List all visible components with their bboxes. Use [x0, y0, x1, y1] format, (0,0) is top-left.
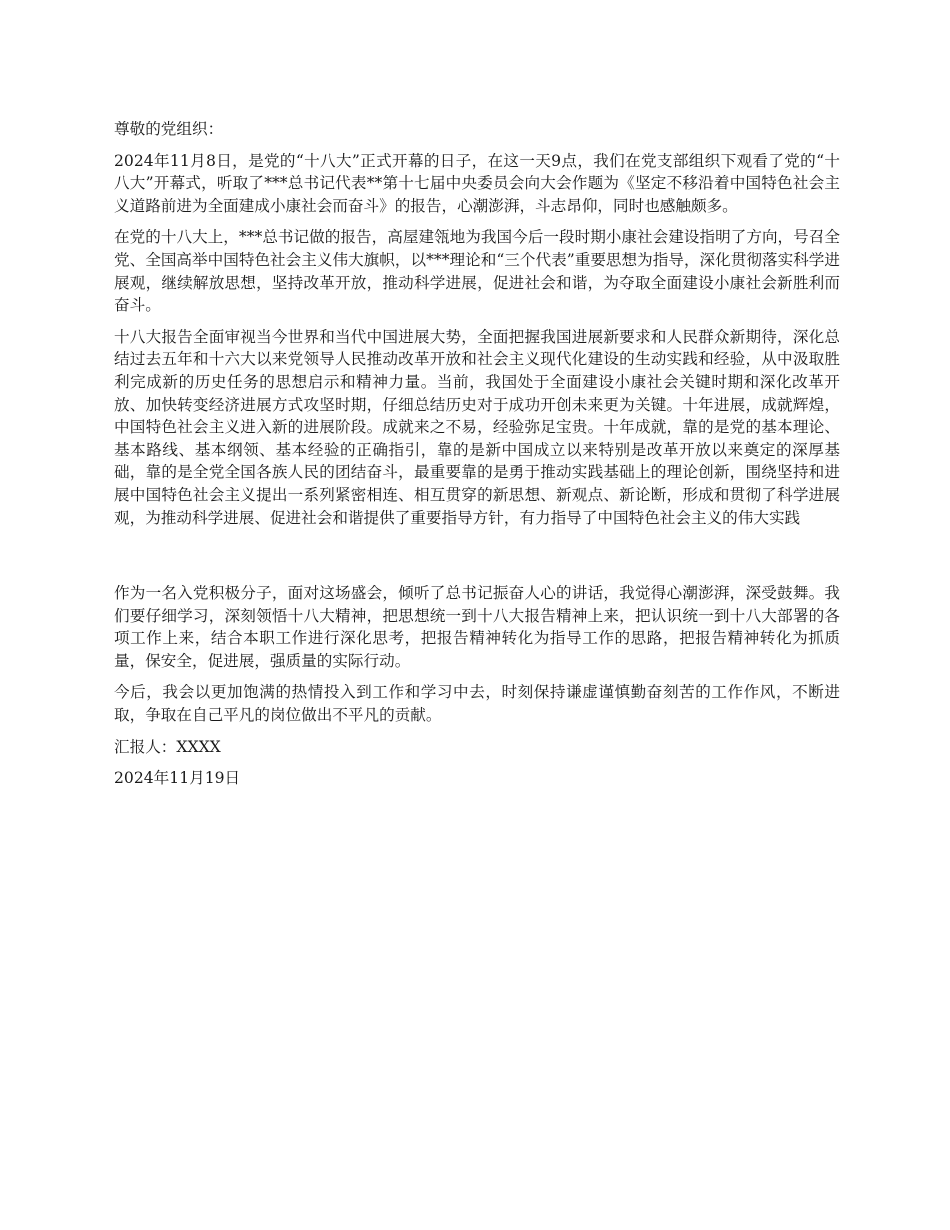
- paragraph-4: 作为一名入党积极分子，面对这场盛会，倾听了总书记振奋人心的讲话，我觉得心潮澎湃，深受鼓舞。我们要仔细学习，深刻领悟十八大精神，把思想统一到十八大报告精神上来，把认识统一到十八大部署的各项工作上来，结合本职工作进行深化思考，把报告精神转化为指导工作的思路，把报告精神转化为抓质量，保安全，促进展，强质量的实际行动。: [114, 584, 840, 670]
- date: 2024年11月19日: [114, 769, 241, 788]
- paragraph-3: 十八大报告全面审视当今世界和当代中国进展大势，全面把握我国进展新要求和人民群众新期待，深化总结过去五年和十六大以来党领导人民推动改革开放和社会主义现代化建设的生动实践和经验，从中汲取胜利完成新的历史任务的思想启示和精神力量。当前，我国处于全面建设小康社会关键时期和深化改革开放、加快转变经济进展方式攻坚时期，仔细总结历史对于成功开创未来更为关键。十年进展，成就辉煌，中国特色社会主义进入新的进展阶段。成就来之不易，经验弥足宝贵。十年成就，靠的是党的基本理论、基本路线、基本纲领、基本经验的正确指引，靠的是新中国成立以来特别是改革开放以来奠定的深厚基础，靠的是全党全国各族人民的团结奋斗，最重要靠的是勇于推动实践基础上的理论创新，围绕坚持和进展中国特色社会主义提出一系列紧密相连、相互贯穿的新思想、新观点、新论断，形成和贯彻了科学进展观，为推动科学进展、促进社会和谐提供了重要指导方针，有力指导了中国特色社会主义的伟大实践: [114, 327, 840, 527]
- paragraph-2: 在党的十八大上，***总书记做的报告，高屋建瓴地为我国今后一段时期小康社会建设指明了方向，号召全党、全国高举中国特色社会主义伟大旗帜，以***理论和“三个代表”重要思想为指导，深化贯彻落实科学进展观，继续解放思想，坚持改革开放，推动科学进展，促进社会和谐，为夺取全面建设小康社会新胜利而奋斗。: [114, 228, 840, 315]
- paragraph-1: 2024年11月8日，是党的“十八大”正式开幕的日子，在这一天9点，我们在党支部组织下观看了党的“十八大”开幕式，听取了***总书记代表**第十七届中央委员会向大会作题为《坚定不移沿着中国特色社会主义道路前进为全面建成小康社会而奋斗》的报告，心潮澎湃，斗志昂仰，同时也感触颇多。: [114, 151, 840, 215]
- salutation: 尊敬的党组织：: [114, 120, 224, 138]
- blank-line: [114, 538, 840, 582]
- signature: 汇报人：XXXX: [114, 737, 221, 756]
- document-body: [114, 118, 840, 799]
- paragraph-5: 今后，我会以更加饱满的热情投入到工作和学习中去，时刻保持谦虚谨慎勤奋刻苦的工作作风，不断进取，争取在自己平凡的岗位做出不平凡的贡献。: [114, 683, 840, 725]
